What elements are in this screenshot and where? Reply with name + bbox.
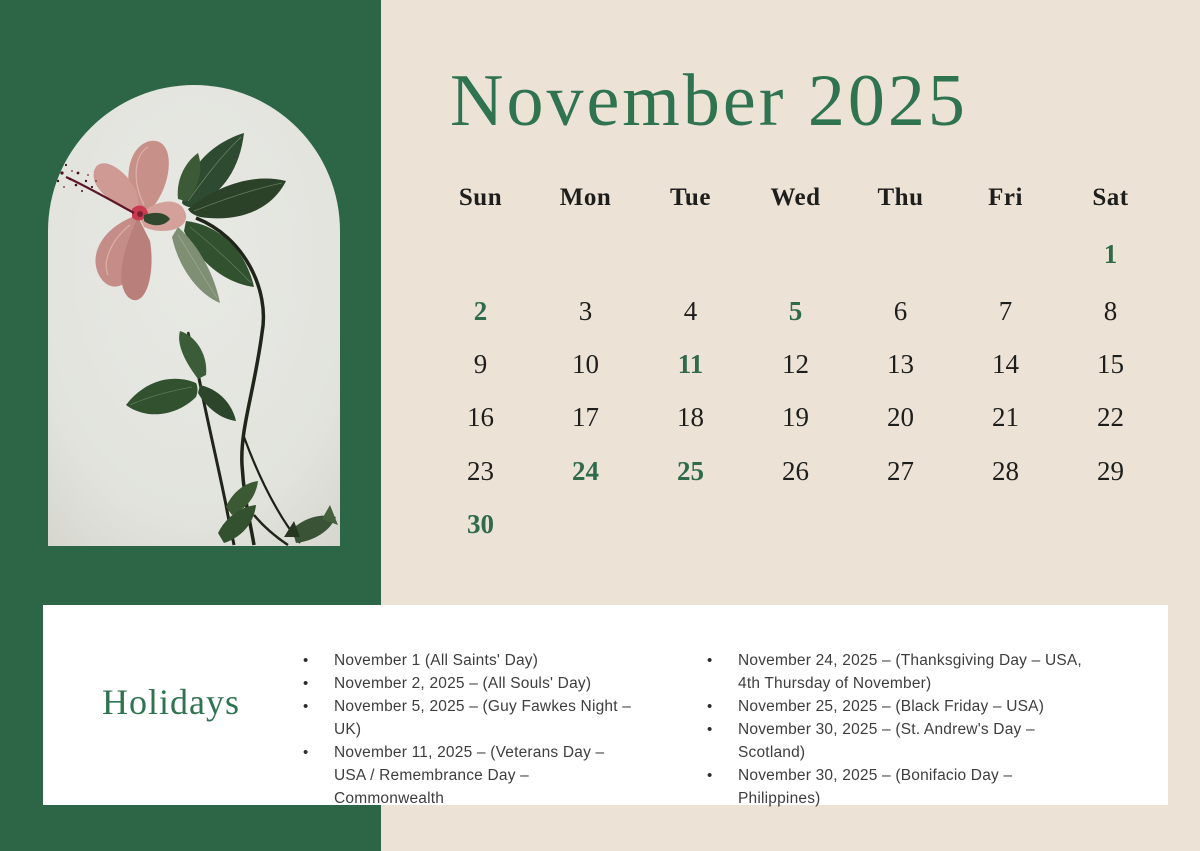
holiday-item: • November 1 (All Saints' Day)	[303, 649, 637, 672]
date-7: 7	[998, 296, 1013, 326]
calendar-grid	[428, 173, 1163, 551]
date-17: 17	[572, 402, 599, 432]
empty-date-cell	[743, 498, 848, 551]
holiday-item: • November 30, 2025 – (St. Andrew's Day – Scotland)	[707, 718, 1085, 764]
day-header-fri: Fri	[988, 184, 1023, 211]
day-header-mon: Mon	[559, 184, 612, 211]
date-1: 1	[1103, 238, 1118, 269]
date-20: 20	[887, 402, 914, 432]
holiday-item: • November 5, 2025 – (Guy Fawkes Night – UK)	[303, 695, 637, 741]
date-23: 23	[467, 455, 494, 486]
empty-date-cell	[638, 223, 743, 285]
empty-date-cell	[1058, 498, 1163, 551]
holiday-list-left	[303, 649, 637, 810]
date-27: 27	[887, 455, 914, 486]
date-11: 11	[677, 349, 704, 379]
date-10: 10	[572, 349, 599, 379]
empty-date-cell	[953, 498, 1058, 551]
holidays-heading: Holidays	[102, 682, 240, 722]
date-15: 15	[1097, 349, 1124, 379]
date-24: 24	[572, 455, 599, 486]
date-3: 3	[578, 296, 593, 326]
day-header-sun: Sun	[458, 184, 503, 211]
empty-date-cell	[533, 223, 638, 285]
day-header-tue: Tue	[670, 184, 711, 211]
date-16: 16	[467, 402, 494, 432]
empty-date-cell	[533, 498, 638, 551]
holiday-list-right	[707, 649, 1085, 810]
date-2: 2	[473, 296, 488, 326]
empty-date-cell	[638, 498, 743, 551]
date-19: 19	[782, 402, 809, 432]
date-21: 21	[992, 402, 1019, 432]
day-header-thu: Thu	[877, 184, 924, 211]
holiday-item: • November 2, 2025 – (All Souls' Day)	[303, 672, 637, 695]
date-22: 22	[1097, 402, 1124, 432]
empty-date-cell	[848, 498, 953, 551]
date-6: 6	[893, 296, 908, 326]
day-header-sat: Sat	[1092, 184, 1129, 211]
empty-date-cell	[428, 223, 533, 285]
date-13: 13	[887, 349, 914, 379]
holiday-item: • November 30, 2025 – (Bonifacio Day – Philippines)	[707, 764, 1085, 810]
holiday-item: • November 11, 2025 – (Veterans Day – USA / Remembrance Day – Commonwealth	[303, 741, 637, 810]
date-28: 28	[992, 455, 1019, 486]
date-9: 9	[473, 349, 488, 379]
date-12: 12	[782, 349, 809, 379]
month-title: November 2025	[450, 60, 968, 142]
date-8: 8	[1103, 296, 1118, 326]
empty-date-cell	[953, 223, 1058, 285]
date-26: 26	[782, 455, 809, 486]
holidays-card	[43, 605, 1168, 805]
day-header-wed: Wed	[770, 184, 821, 211]
empty-date-cell	[743, 223, 848, 285]
date-4: 4	[683, 296, 698, 326]
date-29: 29	[1097, 455, 1124, 486]
date-30: 30	[467, 509, 494, 539]
date-14: 14	[992, 349, 1019, 379]
hibiscus-photo	[48, 85, 340, 546]
date-18: 18	[677, 402, 704, 432]
hibiscus-flower-illustration	[48, 85, 340, 546]
date-5: 5	[788, 296, 803, 326]
date-25: 25	[677, 455, 704, 486]
holiday-item: • November 24, 2025 – (Thanksgiving Day – USA, 4th Thursday of November)	[707, 649, 1085, 695]
empty-date-cell	[848, 223, 953, 285]
holiday-item: • November 25, 2025 – (Black Friday – USA)	[707, 695, 1085, 718]
